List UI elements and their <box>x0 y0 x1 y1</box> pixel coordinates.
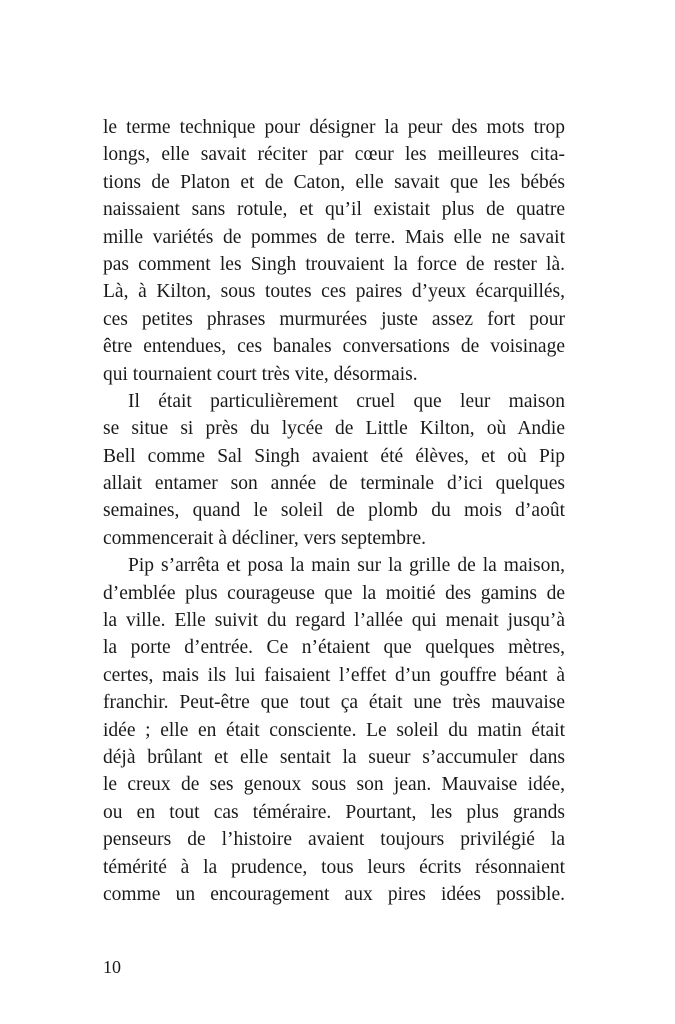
body-text <box>103 114 565 908</box>
text-line: témérité à la prudence, tous leurs écrits résonnaient <box>103 856 565 878</box>
text-line: comme un encouragement aux pires idées possible. <box>103 883 565 905</box>
paragraph-first-line: Pip s’arrêta et posa la main sur la grille de la maison, <box>128 555 565 577</box>
text-line: se situe si près du lycée de Little Kilton, où Andie <box>103 418 565 440</box>
text-line: d’emblée plus courageuse que la moitié des gamins de <box>103 582 565 604</box>
text-line: certes, mais ils lui faisaient l’effet d’un gouffre béant à <box>103 664 565 686</box>
text-line: franchir. Peut-être que tout ça était une très mauvaise <box>103 692 565 714</box>
text-line: le terme technique pour désigner la peur des mots trop <box>103 117 565 138</box>
text-line: Bell comme Sal Singh avaient été élèves, et où Pip <box>103 445 565 467</box>
text-line: idée ; elle en était consciente. Le soleil du matin était <box>103 719 565 741</box>
text-line: mille variétés de pommes de terre. Mais elle ne savait <box>103 226 565 248</box>
text-line: déjà brûlant et elle sentait la sueur s’accumuler dans <box>103 746 565 768</box>
text-line: pas comment les Singh trouvaient la force de rester là. <box>103 253 565 275</box>
text-line: naissaient sans rotule, et qu’il existait plus de quatre <box>103 199 565 221</box>
text-line: le creux de ses genoux sous son jean. Mauvaise idée, <box>103 774 565 796</box>
text-line: ces petites phrases murmurées juste assez fort pour <box>103 308 565 330</box>
text-line: ou en tout cas téméraire. Pourtant, les plus grands <box>103 801 565 823</box>
text-line: commencerait à décliner, vers septembre. <box>103 527 426 549</box>
paragraph-first-line: Il était particulièrement cruel que leur maison <box>128 390 565 412</box>
text-line: Là, à Kilton, sous toutes ces paires d’yeux écarquillés, <box>103 281 565 303</box>
text-line: qui tournaient court très vite, désormais. <box>103 363 418 385</box>
text-line: la porte d’entrée. Ce n’étaient que quelques mètres, <box>103 637 565 659</box>
text-line: être entendues, ces banales conversations de voisinage <box>103 336 565 358</box>
text-line: tions de Platon et de Caton, elle savait que les bébés <box>103 171 565 193</box>
text-line: semaines, quand le soleil de plomb du mois d’août <box>103 500 565 522</box>
text-line: longs, elle savait réciter par cœur les meilleures cita- <box>103 144 565 166</box>
text-line: la ville. Elle suivit du regard l’allée qui menait jusqu’à <box>103 610 565 632</box>
text-line: penseurs de l’histoire avaient toujours privilégié la <box>103 829 565 851</box>
page-number: 10 <box>103 957 121 977</box>
text-line: allait entamer son année de terminale d’ici quelques <box>103 473 565 495</box>
